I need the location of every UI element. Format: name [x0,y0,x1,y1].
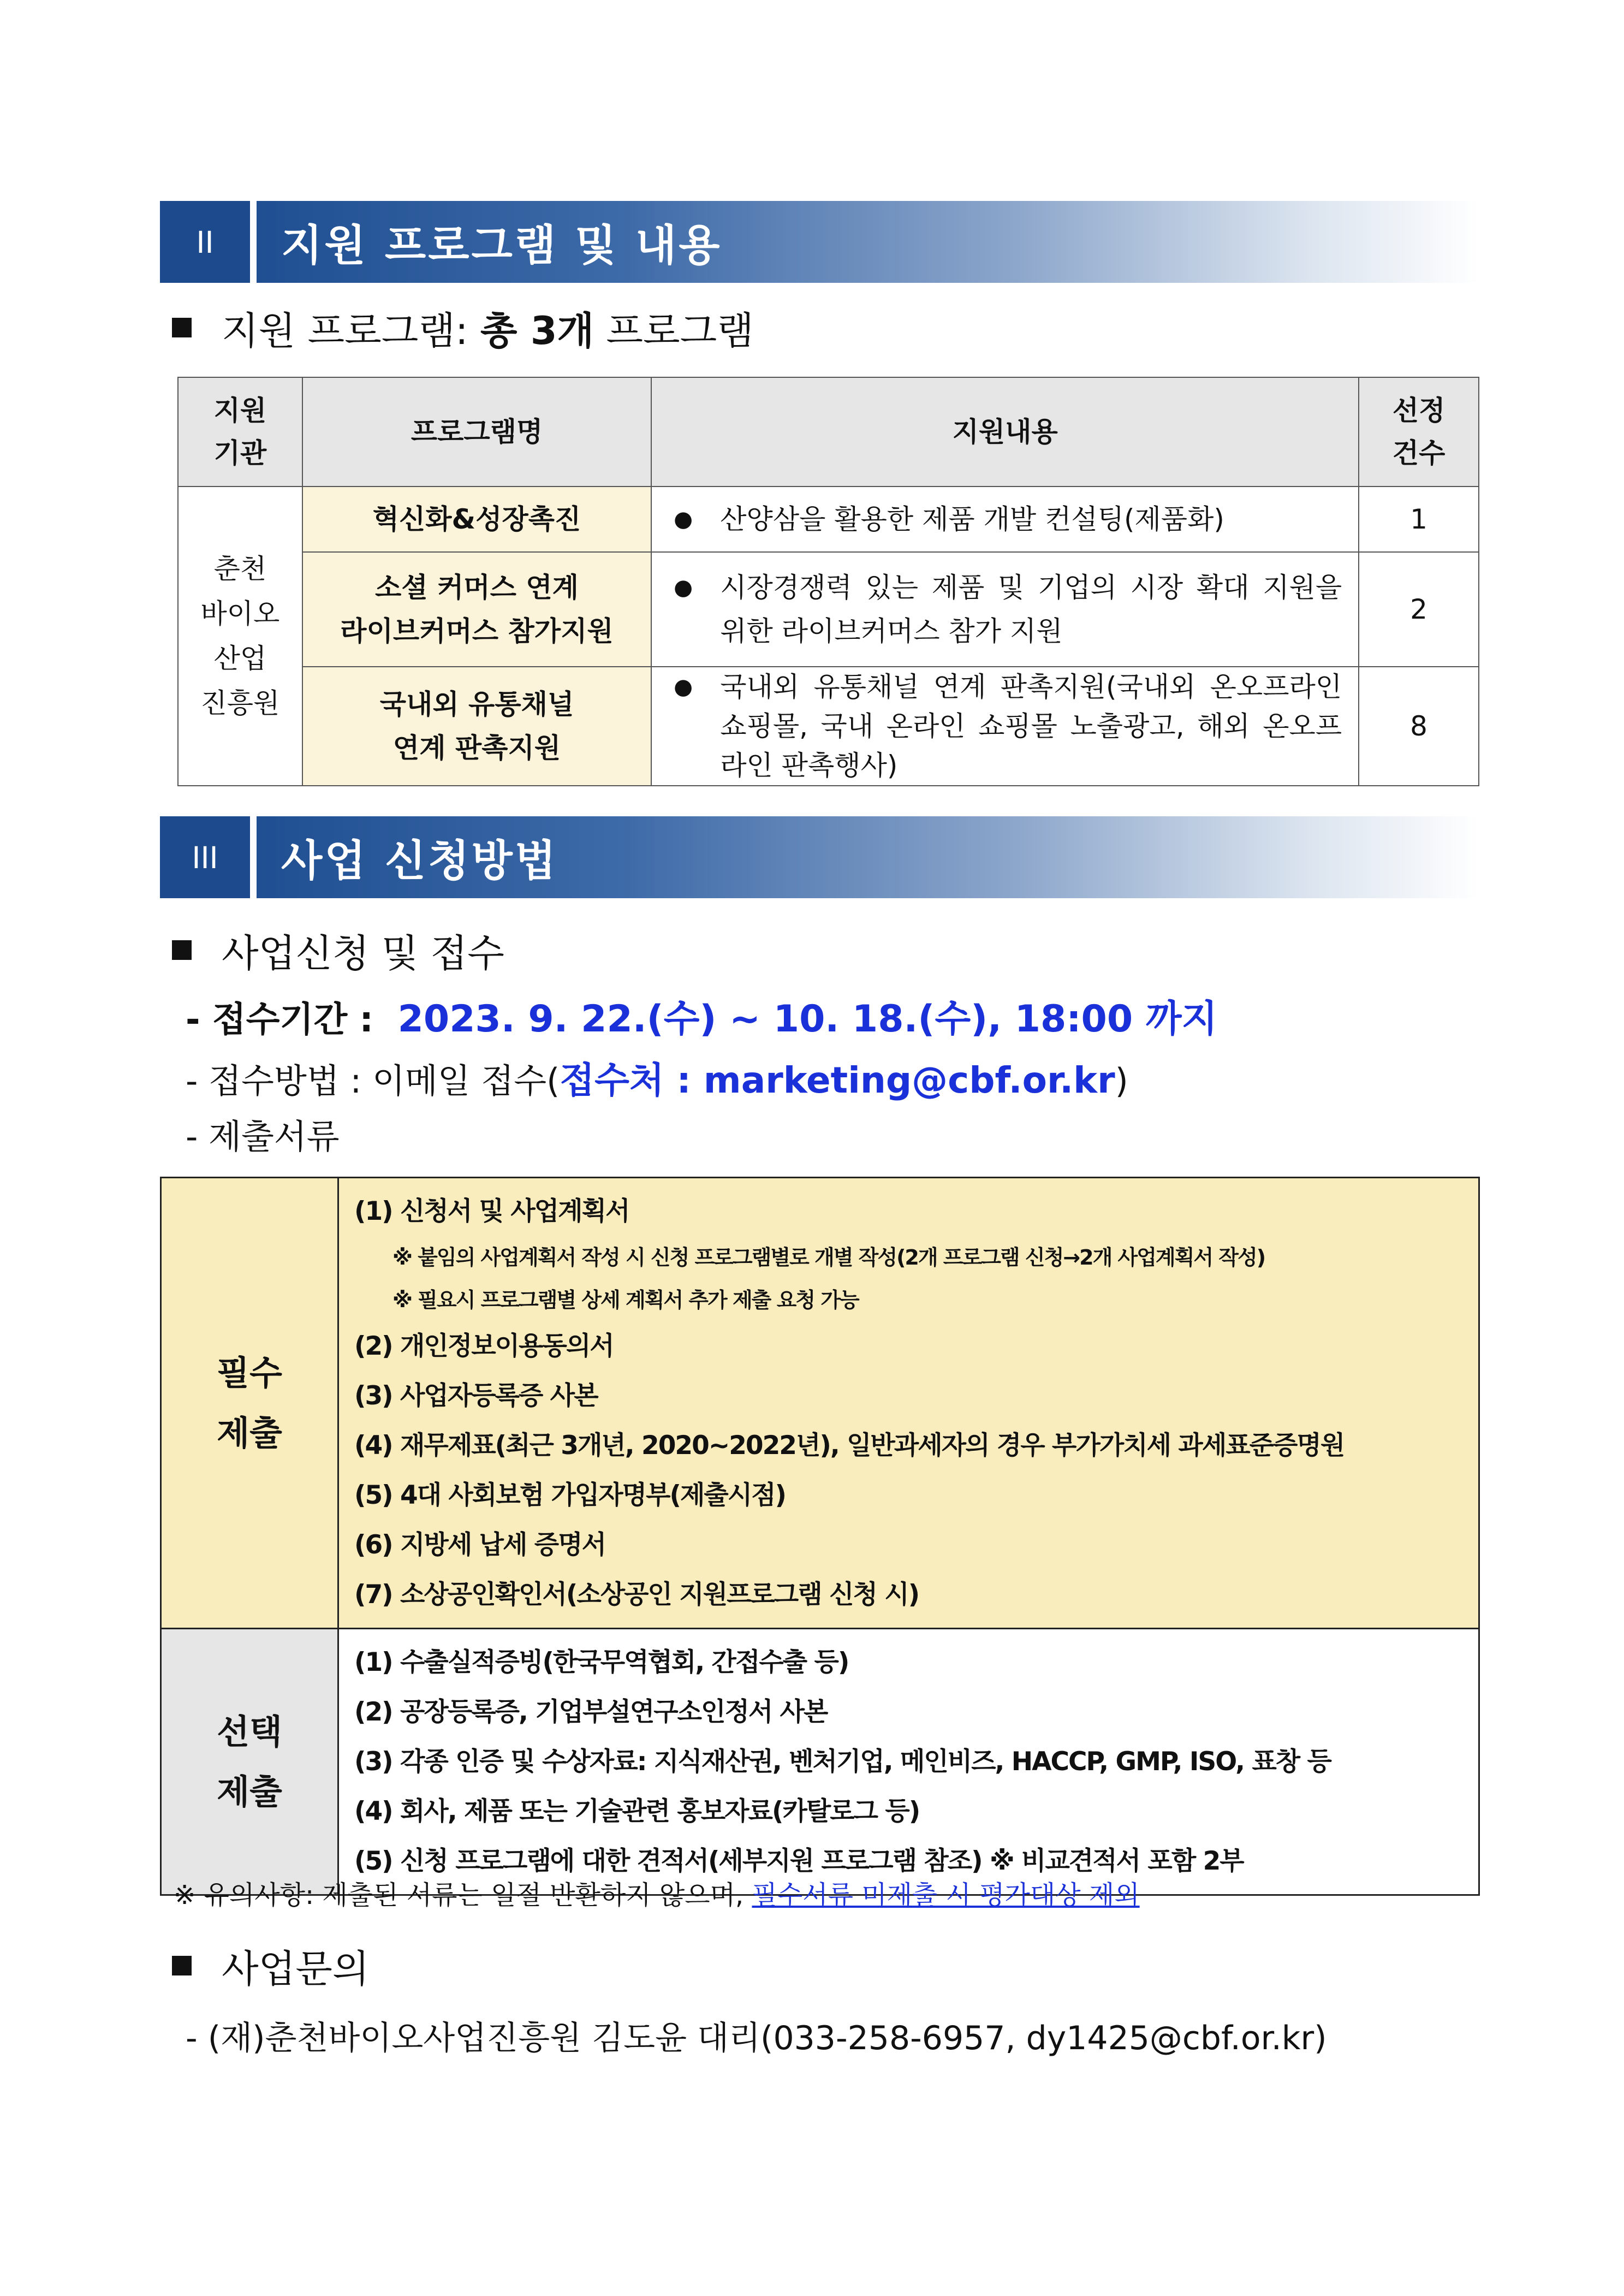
list-item: (5) 신청 프로그램에 대한 견적서(세부지원 프로그램 참조) ※ 비교견적서 포함 2부 [354,1846,1244,1876]
period-label: - 접수기간 : [186,1000,374,1040]
table-row [178,487,1479,552]
program-name: 소셜 커머스 연계 라이브커머스 참가지원 [302,552,651,667]
bullet-dot-icon: ● [674,507,693,532]
optional-label: 선택 제출 [161,1629,338,1895]
summary-suffix: 프로그램 [606,308,754,353]
list-item: (7) 소상공인확인서(소상공인 지원프로그램 신청 시) [354,1580,919,1610]
program-content [651,487,1359,552]
caution-highlight: 필수서류 미제출 시 평가대상 제외 [752,1880,1140,1911]
program-name: 국내외 유통채널 연계 판촉지원 [302,667,651,786]
period-value: 2023. 9. 22.(수) ~ 10. 18.(수), 18:00 까지 [397,998,1218,1041]
square-bullet-icon [172,1956,192,1975]
method-line [186,1051,1128,1103]
program-name: 혁신화&성장촉진 [302,487,651,552]
apply-heading-text: 사업신청 및 접수 [222,930,504,976]
list-item: (1) 수출실적증빙(한국무역협회, 간접수출 등) [354,1647,849,1677]
square-bullet-icon [172,318,192,337]
summary-prefix: 지원 프로그램: [222,308,468,353]
list-item: (1) 신청서 및 사업계획서 [354,1196,629,1226]
program-content [651,552,1359,667]
note-item: ※ 필요시 프로그램별 상세 계획서 추가 제출 요청 가능 [392,1288,859,1312]
square-bullet-icon [172,940,192,960]
inquiry-heading-text: 사업문의 [222,1946,370,1991]
bullet-dot-icon: ● [674,674,693,699]
section-title-2: 지원 프로그램 및 내용 [257,201,1479,283]
caution-text: ※ 유의사항: 제출된 서류는 일절 반환하지 않으며, [174,1880,744,1911]
table-header-row [178,377,1479,487]
required-row [161,1178,1479,1629]
caution-line [174,1874,1140,1912]
content-text: 국내외 유통채널 연계 판촉지원(국내외 온오프라인 쇼핑몰, 국내 온라인 쇼핑몰 노출광고, 해외 온오프라인 판촉행사) [720,671,1342,781]
list-item: (2) 개인정보이용동의서 [354,1331,614,1361]
section-title-3: 사업 신청방법 [257,816,1479,898]
docs-label: - 제출서류 [186,1117,340,1156]
list-item: (5) 4대 사회보험 가입자명부(제출시점) [354,1480,786,1510]
inquiry-heading [172,1941,369,1990]
header-agency: 지원 기관 [178,377,302,487]
list-item: (2) 공장등록증, 기업부설연구소인정서 사본 [354,1697,828,1727]
period-line [186,989,1217,1042]
bullet-dot-icon: ● [674,575,693,600]
header-program-name: 프로그램명 [302,377,651,487]
list-item: (3) 사업자등록증 사본 [354,1381,598,1411]
required-label: 필수 제출 [161,1178,338,1629]
list-item: (4) 재무제표(최근 3개년, 2020~2022년), 일반과세자의 경우 부가가치세 과세표준증명원 [354,1431,1345,1461]
section-number-2: II [160,201,250,283]
content-text: 시장경쟁력 있는 제품 및 기업의 시장 확대 지원을 위한 라이브커머스 참가 지원 [720,572,1342,647]
list-item: (3) 각종 인증 및 수상자료: 지식재산권, 벤처기업, 메인비즈, HACCP, GMP, ISO, 표창 등 [354,1747,1331,1777]
list-item: (4) 회사, 제품 또는 기술관련 홍보자료(카탈로그 등) [354,1796,920,1826]
table-row [178,667,1479,786]
method-email: 접수처 : marketing@cbf.or.kr [560,1059,1115,1101]
optional-items [338,1629,1479,1895]
header-content: 지원내용 [651,377,1359,487]
required-items [338,1178,1479,1629]
section-number-3: III [160,816,250,898]
program-content [651,667,1359,786]
program-count: 2 [1359,552,1479,667]
content-text: 산양삼을 활용한 제품 개발 컨설팅(제품화) [720,503,1224,535]
method-close: ) [1115,1061,1128,1101]
header-count: 선정 건수 [1359,377,1479,487]
table-row [178,552,1479,667]
program-count: 8 [1359,667,1479,786]
note-item: ※ 붙임의 사업계획서 작성 시 신청 프로그램별로 개별 작성(2개 프로그램 신청→2개 사업계획서 작성) [392,1245,1265,1269]
method-label: - 접수방법 : 이메일 접수( [186,1061,560,1101]
inquiry-contact: - (재)춘천바이오사업진흥원 김도윤 대리(033-258-6957, dy1425@cbf.or.kr) [186,2019,1327,2057]
program-summary [172,303,754,352]
summary-bold: 총 3개 [480,308,594,353]
agency-cell: 춘천 바이오 산업 진흥원 [178,487,302,786]
documents-table [160,1177,1480,1896]
optional-row [161,1629,1479,1895]
list-item: (6) 지방세 납세 증명서 [354,1530,605,1560]
apply-heading [172,925,504,975]
program-table [177,377,1479,786]
program-count: 1 [1359,487,1479,552]
